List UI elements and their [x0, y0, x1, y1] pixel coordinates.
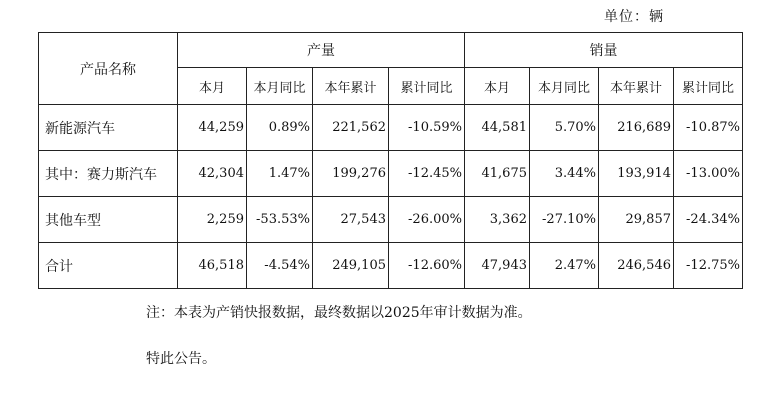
table-cell: 27,543	[313, 197, 389, 243]
footnote: 注：本表为产销快报数据，最终数据以2025年审计数据为准。	[146, 305, 532, 321]
table-cell: -12.60%	[389, 243, 465, 289]
column-header: 本年累计	[313, 68, 389, 105]
row-product-name: 其他车型	[39, 197, 178, 243]
unit-label: 单位：辆	[604, 9, 664, 25]
column-header: 本月	[178, 68, 247, 105]
column-header: 累计同比	[389, 68, 465, 105]
row-product-name: 合计	[39, 243, 178, 289]
table-cell: 246,546	[599, 243, 674, 289]
production-group-header: 产量	[178, 33, 465, 68]
table-cell: -27.10%	[530, 197, 599, 243]
table-cell: -10.87%	[674, 105, 743, 151]
table-cell: 2,259	[178, 197, 247, 243]
table-cell: 1.47%	[247, 151, 313, 197]
table-cell: -24.34%	[674, 197, 743, 243]
table-cell: 221,562	[313, 105, 389, 151]
table-cell: -12.45%	[389, 151, 465, 197]
table-cell: -4.54%	[247, 243, 313, 289]
table-cell: -13.00%	[674, 151, 743, 197]
table-cell: 2.47%	[530, 243, 599, 289]
table-cell: 29,857	[599, 197, 674, 243]
row-product-name: 新能源汽车	[39, 105, 178, 151]
table-cell: 44,581	[465, 105, 530, 151]
table-cell: 0.89%	[247, 105, 313, 151]
column-header: 累计同比	[674, 68, 743, 105]
table-cell: 42,304	[178, 151, 247, 197]
product-name-header: 产品名称	[39, 33, 178, 105]
table-cell: 193,914	[599, 151, 674, 197]
table-cell: -12.75%	[674, 243, 743, 289]
table-row	[39, 105, 743, 151]
table-cell: 3,362	[465, 197, 530, 243]
table-cell: -53.53%	[247, 197, 313, 243]
table-cell: 249,105	[313, 243, 389, 289]
column-header: 本月同比	[247, 68, 313, 105]
table-cell: 46,518	[178, 243, 247, 289]
sales-group-header: 销量	[465, 33, 743, 68]
column-header: 本月	[465, 68, 530, 105]
column-header: 本年累计	[599, 68, 674, 105]
header-row-groups	[39, 33, 743, 68]
table-cell: 216,689	[599, 105, 674, 151]
table-cell: 41,675	[465, 151, 530, 197]
table-row	[39, 151, 743, 197]
table-cell: 47,943	[465, 243, 530, 289]
table-row-total	[39, 243, 743, 289]
table-row	[39, 197, 743, 243]
table-cell: 3.44%	[530, 151, 599, 197]
table-cell: -10.59%	[389, 105, 465, 151]
production-sales-table	[38, 32, 743, 289]
table-cell: 199,276	[313, 151, 389, 197]
closing-statement: 特此公告。	[146, 351, 216, 367]
column-header: 本月同比	[530, 68, 599, 105]
table-cell: -26.00%	[389, 197, 465, 243]
table-cell: 44,259	[178, 105, 247, 151]
row-product-name: 其中：赛力斯汽车	[39, 151, 178, 197]
table-cell: 5.70%	[530, 105, 599, 151]
